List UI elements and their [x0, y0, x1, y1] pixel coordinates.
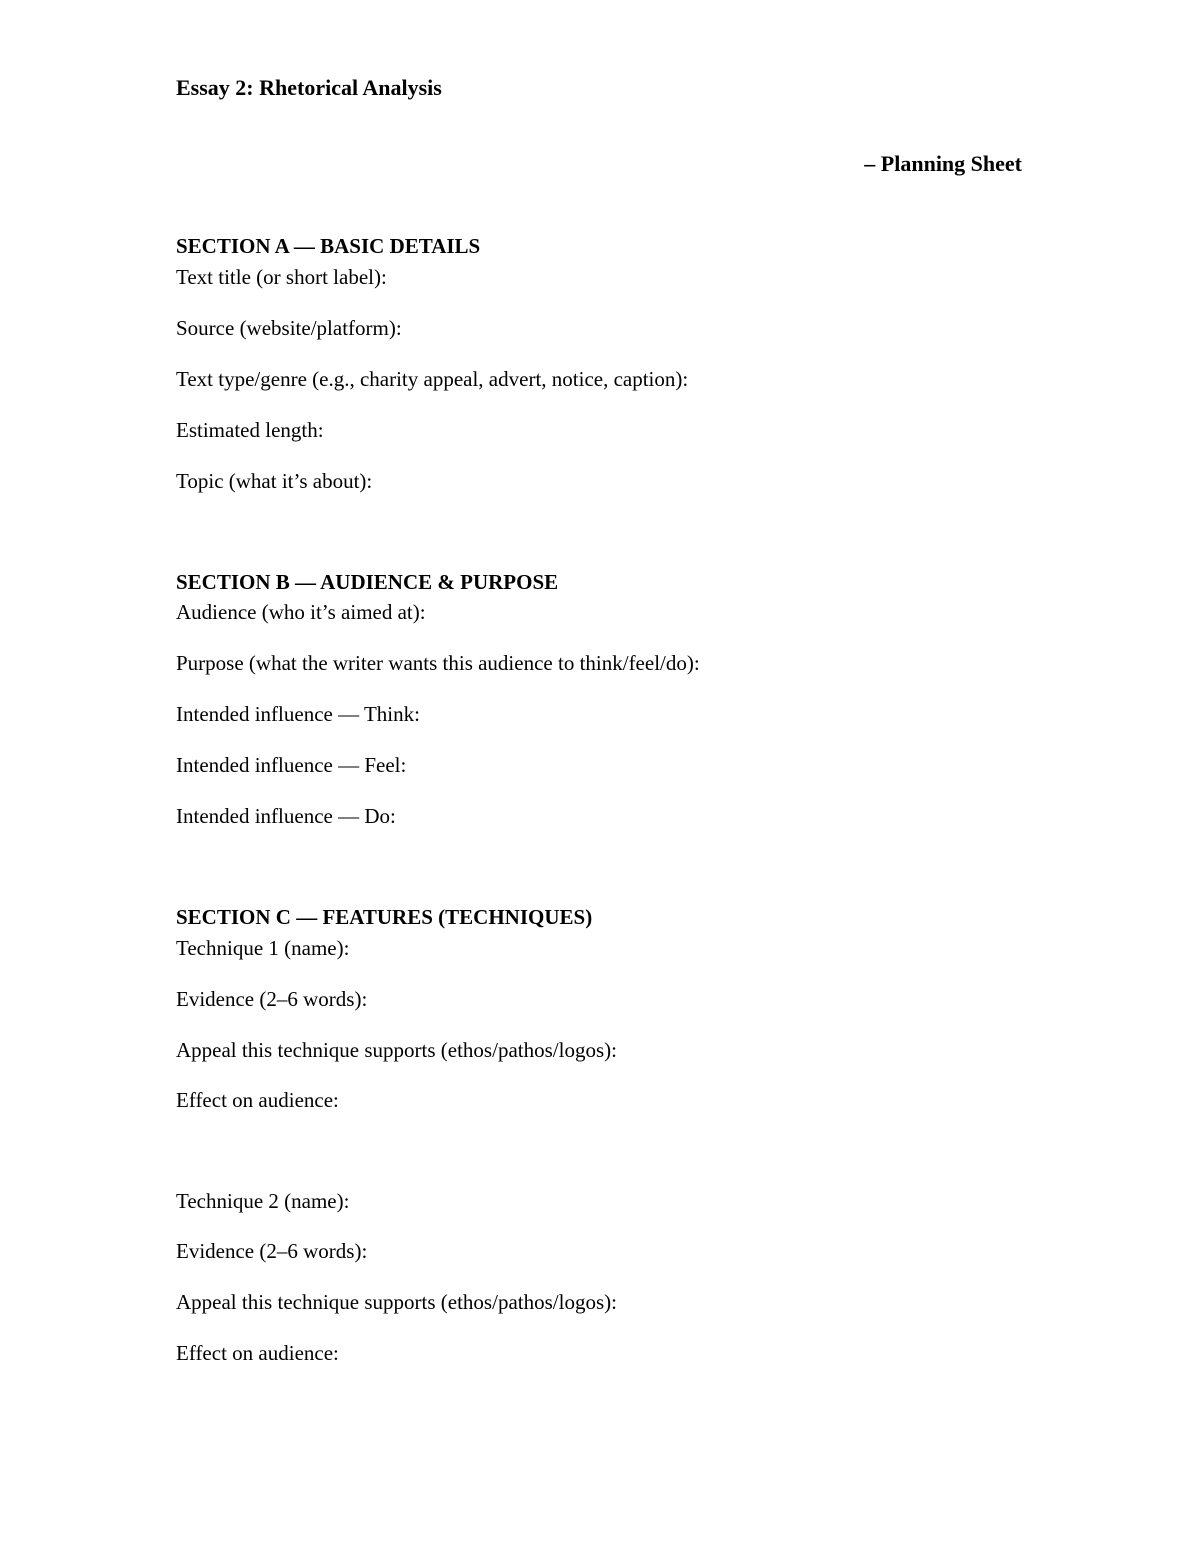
field-influence-feel: Intended influence — Feel: — [176, 753, 407, 777]
field-text-type: Text type/genre (e.g., charity appeal, advert, notice, caption): — [176, 367, 689, 391]
field-technique-1-evidence: Evidence (2–6 words): — [176, 987, 368, 1011]
section-b-heading: SECTION B — AUDIENCE & PURPOSE — [176, 570, 559, 594]
field-technique-2-name: Technique 2 (name): — [176, 1189, 350, 1213]
section-c-heading: SECTION C — FEATURES (TECHNIQUES) — [176, 905, 593, 929]
field-technique-1-name: Technique 1 (name): — [176, 936, 350, 960]
document-subtitle: – Planning Sheet — [864, 151, 1022, 176]
field-technique-1-appeal: Appeal this technique supports (ethos/pathos/logos): — [176, 1038, 617, 1062]
section-a-heading: SECTION A — BASIC DETAILS — [176, 234, 481, 258]
field-source: Source (website/platform): — [176, 316, 402, 340]
field-technique-2-appeal: Appeal this technique supports (ethos/pathos/logos): — [176, 1290, 617, 1314]
field-technique-1-effect: Effect on audience: — [176, 1088, 339, 1112]
field-estimated-length: Estimated length: — [176, 418, 324, 442]
field-topic: Topic (what it’s about): — [176, 469, 373, 493]
field-influence-do: Intended influence — Do: — [176, 804, 396, 828]
field-purpose: Purpose (what the writer wants this audience to think/feel/do): — [176, 651, 700, 675]
field-technique-2-effect: Effect on audience: — [176, 1341, 339, 1365]
field-text-title: Text title (or short label): — [176, 265, 387, 289]
field-audience: Audience (who it’s aimed at): — [176, 600, 426, 624]
document-title: Essay 2: Rhetorical Analysis — [176, 75, 442, 100]
field-technique-2-evidence: Evidence (2–6 words): — [176, 1239, 368, 1263]
field-influence-think: Intended influence — Think: — [176, 702, 420, 726]
